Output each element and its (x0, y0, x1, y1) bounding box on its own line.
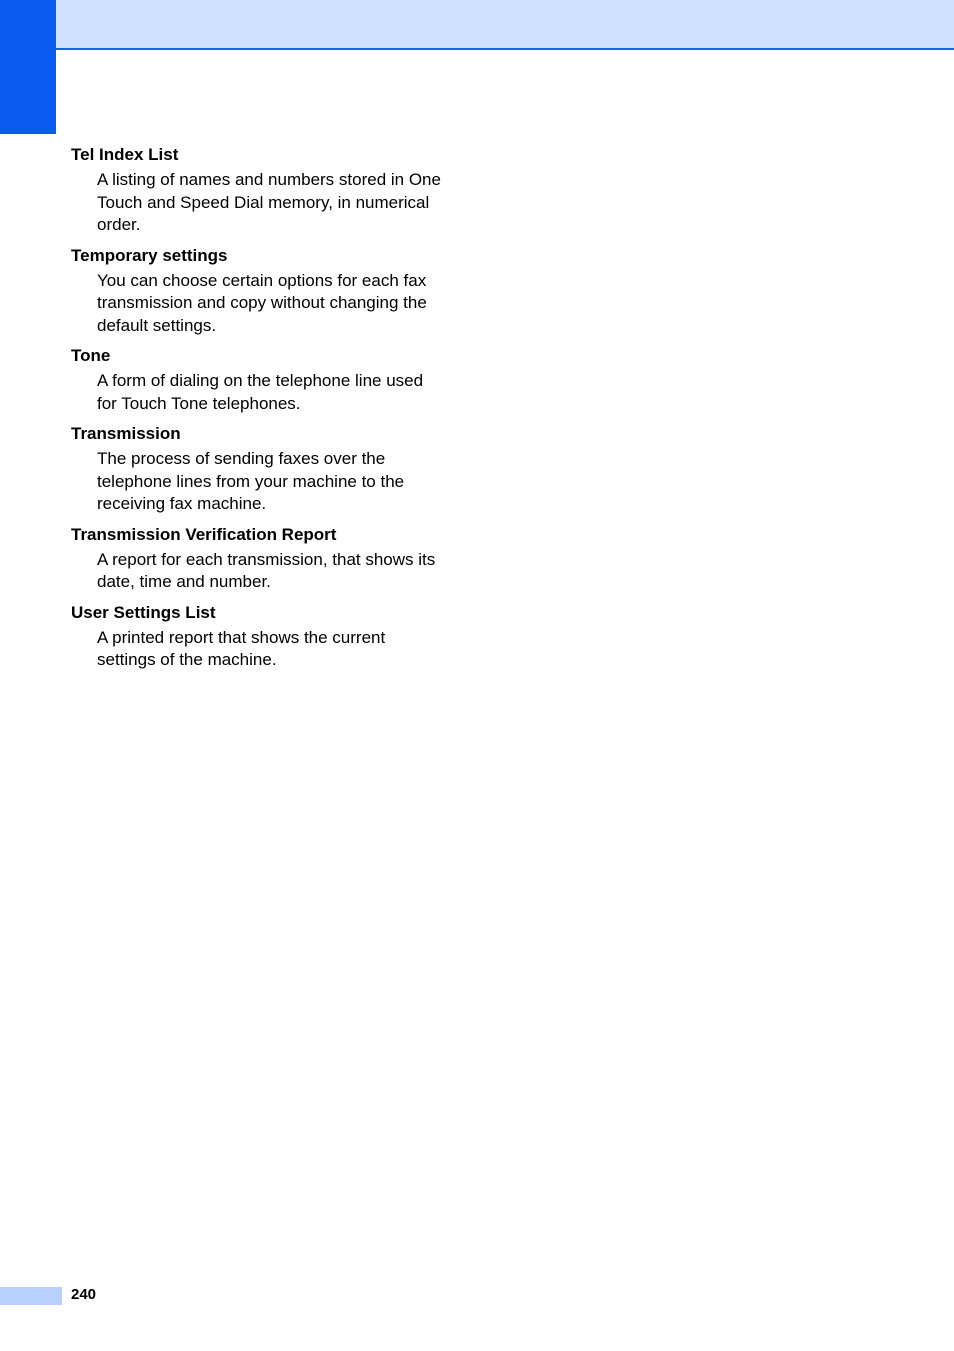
glossary-term: Tel Index List (71, 145, 179, 164)
chapter-side-tab (0, 0, 56, 134)
glossary-list (71, 144, 451, 680)
glossary-term: Tone (71, 346, 111, 365)
glossary-term: Temporary settings (71, 245, 228, 265)
glossary-entry-user-settings-list (71, 602, 451, 672)
header-band (56, 0, 954, 50)
glossary-entry-transmission (71, 423, 451, 516)
footer-bar (0, 1287, 62, 1305)
glossary-definition: A report for each transmission, that shows its date, time and number. (97, 549, 436, 591)
glossary-definition: You can choose certain options for each fax transmission and copy without changing the default settings. (97, 270, 427, 335)
glossary-entry-transmission-verification-report (71, 524, 451, 594)
glossary-definition: The process of sending faxes over the telephone lines from your machine to the receiving fax machine. (97, 449, 405, 513)
glossary-entry-tone (71, 345, 451, 415)
glossary-definition: A listing of names and numbers stored in One Touch and Speed Dial memory, in numerical order. (97, 170, 441, 234)
glossary-term: Transmission (71, 424, 181, 443)
glossary-term: Transmission Verification Report (71, 524, 337, 544)
page-number: 240 (71, 1286, 97, 1303)
glossary-definition: A printed report that shows the current settings of the machine. (97, 627, 386, 669)
glossary-definition: A form of dialing on the telephone line used for Touch Tone telephones. (97, 371, 424, 413)
glossary-entry-tel-index-list (71, 144, 451, 237)
glossary-entry-temporary-settings (71, 245, 451, 338)
glossary-term: User Settings List (71, 602, 216, 622)
